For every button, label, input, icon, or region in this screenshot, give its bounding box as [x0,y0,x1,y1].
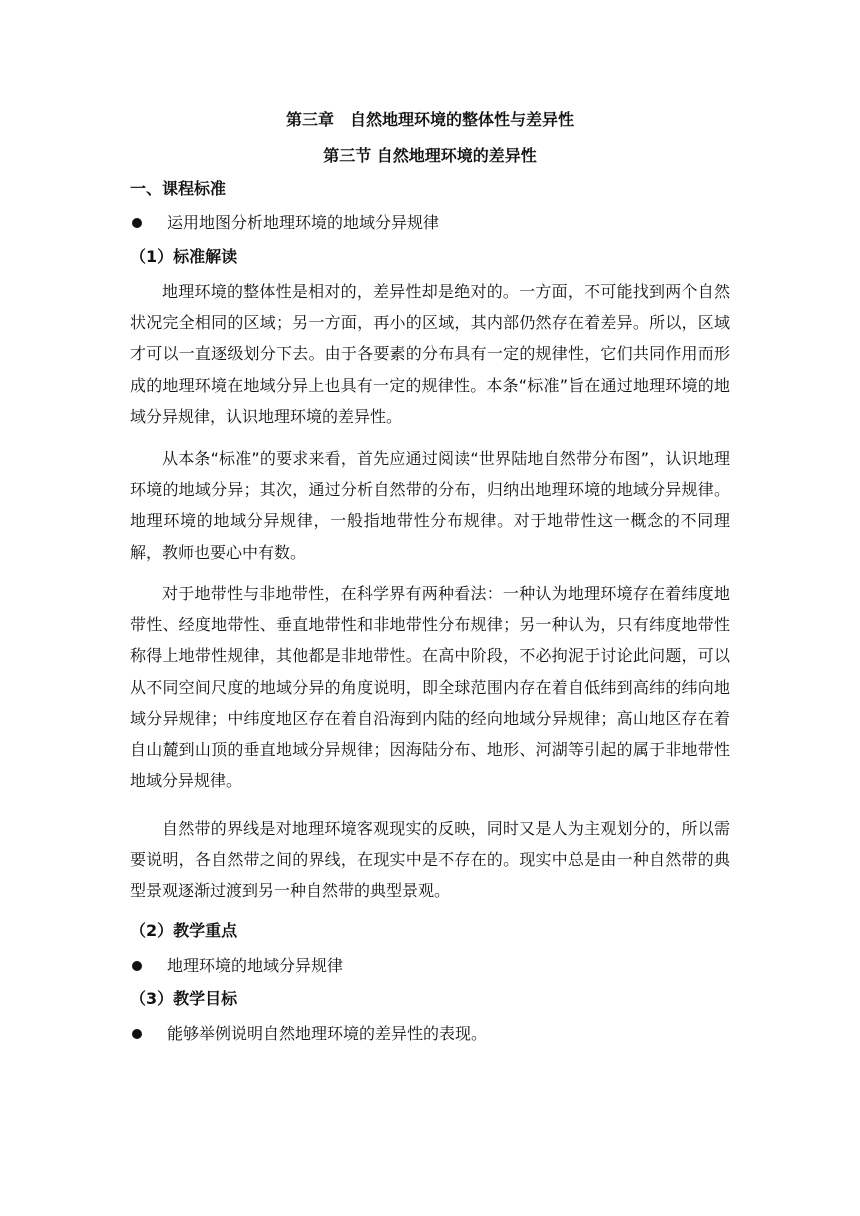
goal-bullet-text: 能够举例说明自然地理环境的差异性的表现。 [167,1024,488,1043]
subheading-standard-interpretation: （1）标准解读 [130,247,238,266]
paragraph-1: 地理环境的整体性是相对的，差异性却是绝对的。一方面，不可能找到两个自然状况完全相同的区域；另一方面，再小的区域，其内部仍然存在着差异。所以，区域才可以一直逐级划分下去。由于各要素的分布具有一定的规律性，它们共同作用而形成的地理环境在地域分异上也具有一定的规律性。本条“标准”旨在通过地理环境的地域分异规律，认识地理环境的差异性。 [130,282,730,426]
heading-course-standard: 一、课程标准 [130,179,227,198]
bullet-dot-icon [132,218,142,228]
subheading-teaching-focus: （2）教学重点 [130,921,238,940]
paragraph-4: 自然带的界线是对地理环境客观现实的反映，同时又是人为主观划分的，所以需要说明，各自然带之间的界线，在现实中是不存在的。现实中总是由一种自然带的典型景观逐渐过渡到另一种自然带的典型景观。 [130,819,730,901]
chapter-title: 第三章 自然地理环境的整体性与差异性 [285,110,574,129]
subheading-teaching-goals: （3）教学目标 [130,989,238,1008]
bullet-dot-icon [132,1029,142,1039]
section-title: 第三节 自然地理环境的差异性 [323,146,537,165]
paragraph-2: 从本条“标准”的要求来看，首先应通过阅读“世界陆地自然带分布图”，认识地理环境的地域分异；其次，通过分析自然带的分布，归纳出地理环境的地域分异规律。地理环境的地域分异规律，一般指地带性分布规律。对于地带性这一概念的不同理解，教师也要心中有数。 [130,449,730,562]
standard-bullet-text: 运用地图分析地理环境的地域分异规律 [167,213,440,232]
bullet-dot-icon [132,961,142,971]
paragraph-3: 对于地带性与非地带性，在科学界有两种看法：一种认为地理环境存在着纬度地带性、经度地带性、垂直地带性和非地带性分布规律；另一种认为，只有纬度地带性称得上地带性规律，其他都是非地带性。在高中阶段，不必拘泥于讨论此问题，可以从不同空间尺度的地域分异的角度说明，即全球范围内存在着自低纬到高纬的纬向地域分异规律；中纬度地区存在着自沿海到内陆的经向地域分异规律；高山地区存在着自山麓到山顶的垂直地域分异规律；因海陆分布、地形、河湖等引起的属于非地带性地域分异规律。 [130,584,730,791]
focus-bullet-text: 地理环境的地域分异规律 [167,956,344,975]
